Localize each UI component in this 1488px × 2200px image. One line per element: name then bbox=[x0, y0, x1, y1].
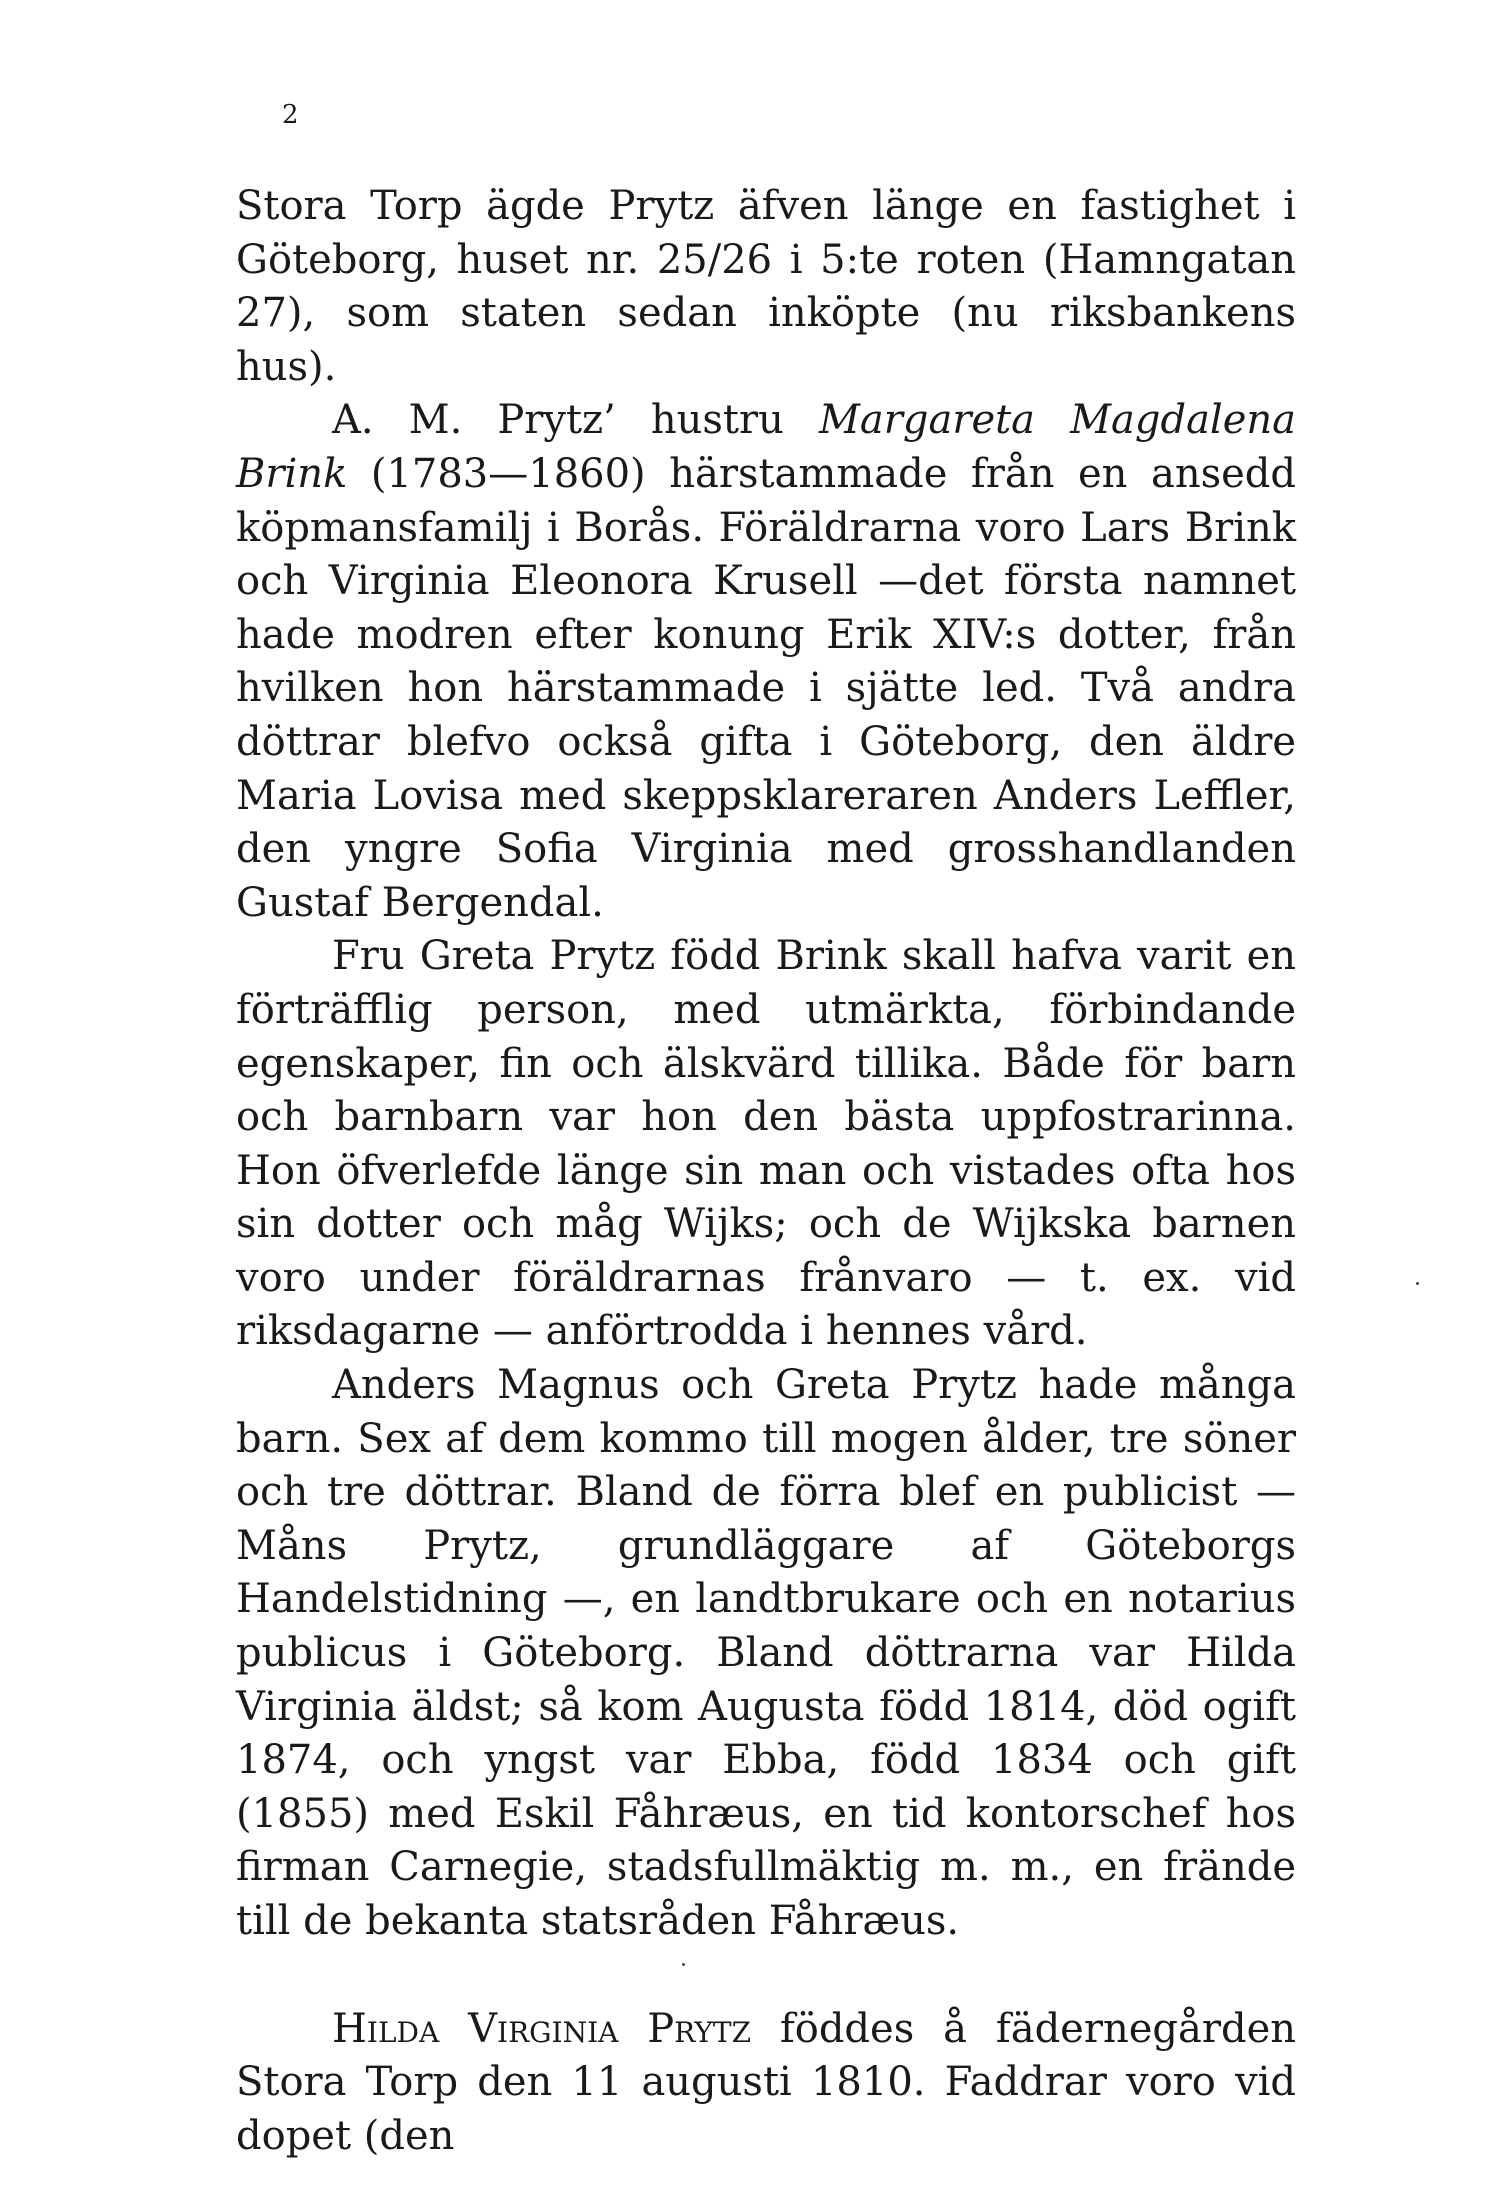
speck-mark bbox=[1416, 1282, 1419, 1285]
hilda-name: Hilda Virginia Prytz bbox=[332, 2005, 752, 2052]
speck-mark bbox=[682, 1963, 685, 1966]
paragraph-wife-rest: (1783—1860) härstammade från en ansedd köpmansfamilj i Borås. Föräldrarna voro Lars Brink och Virginia Eleonora Krusell —det första namnet hade modren efter konung Erik XIV:s dotter, från hvilken hon härstammade i sjätte led. Två andra döttrar blefvo också gifta i Göteborg, den äldre Maria Lovisa med skeppsklareraren Anders Leffler, den yngre Sofia Virginia med grosshandlanden Gustaf Bergendal. bbox=[236, 450, 1296, 926]
paragraph-greta: Fru Greta Prytz född Brink skall hafva varit en förträfflig person, med utmärkta, förbindande egenskaper, fin och älskvärd tillika. Både för barn och barnbarn var hon den bästa uppfostrarinna. Hon öfverlefde länge sin man och vistades ofta hos sin dotter och måg Wijks; och de Wijkska barnen voro under föräldrarnas frånvaro — t. ex. vid riksdagarne — anförtrodda i hennes vård. bbox=[236, 933, 1296, 1355]
section-gap bbox=[236, 1949, 1296, 2003]
wife-name: Margareta Magdalena Brink bbox=[236, 397, 1297, 497]
paragraph-hilda-rest: föddes å fädernegården Stora Torp den 11 augusti 1810. Faddrar voro vid dopet (den bbox=[236, 2005, 1297, 2159]
paragraph-property: Stora Torp ägde Prytz äfven länge en fastighet i Göteborg, huset nr. 25/26 i 5:te roten (Hamngatan 27), som staten sedan inköpte (nu riksbankens hus). bbox=[236, 183, 1296, 390]
body-text bbox=[236, 180, 1296, 2163]
paragraph-children: Anders Magnus och Greta Prytz hade många barn. Sex af dem kommo till mogen ålder, tre söner och tre döttrar. Bland de förra blef en publicist — Måns Prytz, grundläggare af Göteborgs Handelstidning —, en landtbrukare och en notarius publicus i Göteborg. Bland döttrarna var Hilda Virginia äldst; så kom Augusta född 1814, död ogift 1874, och yngst var Ebba, född 1834 och gift (1855) med Eskil Fåhræus, en tid kontorschef hos firman Carnegie, stadsfullmäktig m. m., en frände till de bekanta statsråden Fåhræus. bbox=[236, 1362, 1296, 1944]
paragraph-wife bbox=[236, 394, 1296, 930]
paragraph-hilda bbox=[236, 2003, 1296, 2164]
paragraph-wife-lead: A. M. Prytz’ hustru bbox=[332, 397, 819, 444]
page-number: 2 bbox=[282, 100, 299, 130]
